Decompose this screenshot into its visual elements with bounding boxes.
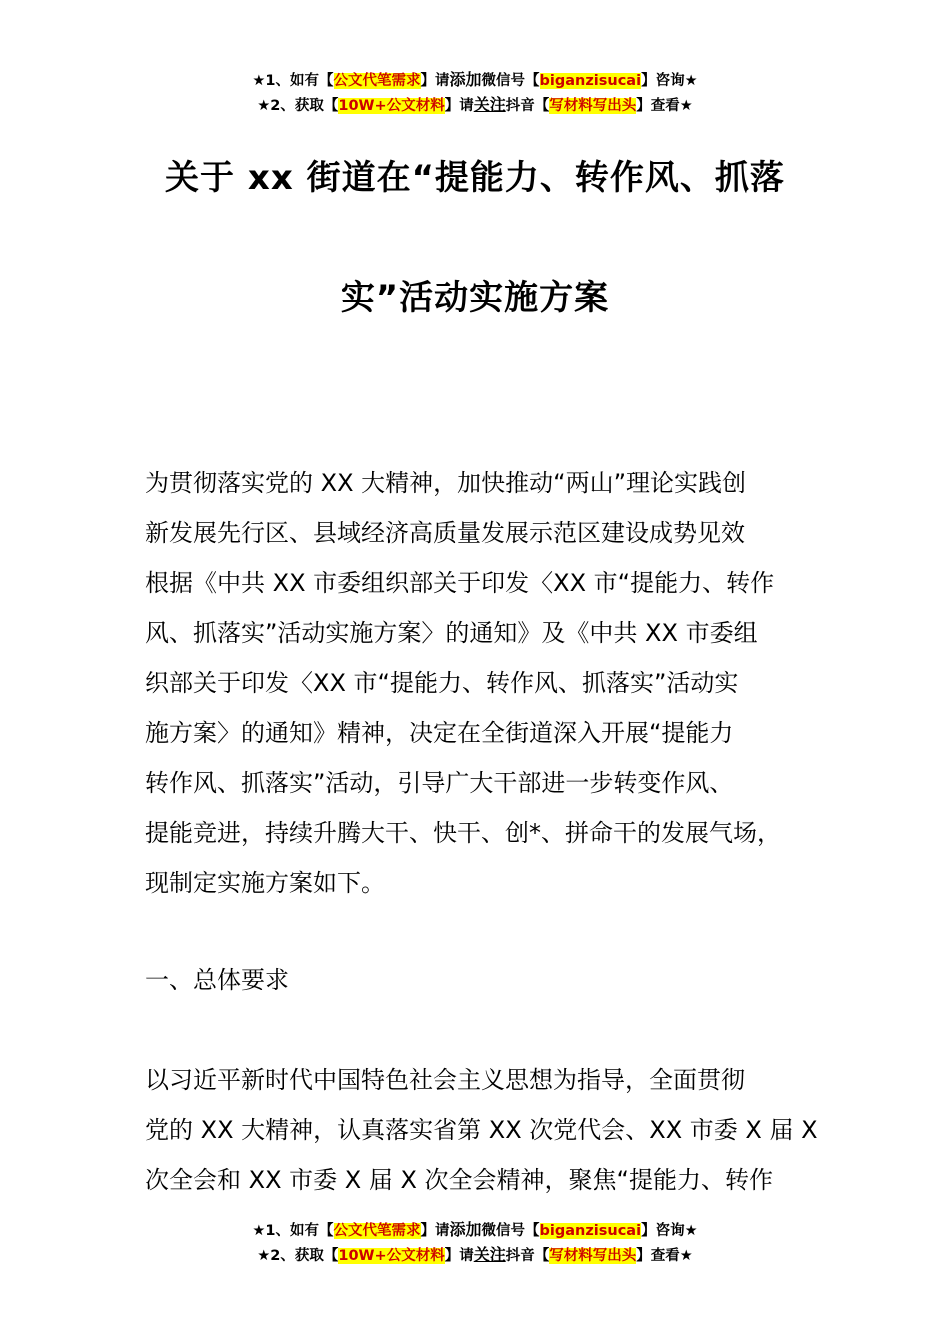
paragraph-line: 转作风、抓落实”活动，引导广大干部进一步转变作风、 [145,769,734,797]
paragraph-line: 为贯彻落实党的 XX 大精神，加快推动“两山”理论实践创 [145,469,747,497]
banner-highlight: 10W+公文材料 [338,98,445,114]
banner-text: 抖音【 [505,1248,550,1264]
banner-text: 】查看★ [636,98,693,114]
banner-line-1 [0,68,950,93]
banner-highlight: 公文代笔需求 [333,1223,421,1239]
section-heading-1: 一、总体要求 [145,966,289,994]
banner-highlight: biganzisucai [539,1223,642,1239]
banner-text: 】请 [444,98,474,114]
banner-text: 微信号【 [481,73,540,89]
banner-text: 抖音【 [505,98,550,114]
banner-text: ★1、如有【 [252,73,334,89]
paragraph-line: 新发展先行区、县域经济高质量发展示范区建设成势见效 [145,519,745,547]
paragraph-line: 提能竞进，持续升腾大干、快干、创*、拼命干的发展气场， [145,819,781,847]
document-title-line-2: 实”活动实施方案 [340,278,610,318]
banner-text: ★2、获取【 [257,1248,339,1264]
paragraph-line: 现制定实施方案如下。 [145,869,385,897]
banner-text: 】请 [444,1248,474,1264]
paragraph-line: 织部关于印发〈XX 市“提能力、转作风、抓落实”活动实 [145,669,739,697]
banner-line-2 [0,1243,950,1268]
banner-emphasis: 添加 [449,1220,482,1239]
banner-text: ★2、获取【 [257,98,339,114]
paragraph-general-requirements [145,1055,835,1205]
banner-highlight: biganzisucai [539,73,642,89]
paragraph-line: 以习近平新时代中国特色社会主义思想为指导，全面贯彻 [145,1066,745,1094]
banner-highlight: 写材料写出头 [549,1248,637,1264]
banner-text: 】咨询★ [641,73,698,89]
banner-highlight: 10W+公文材料 [338,1248,445,1264]
banner-emphasis: 关注 [473,95,506,114]
banner-text: 】查看★ [636,1248,693,1264]
banner-highlight: 公文代笔需求 [333,73,421,89]
paragraph-line: 次全会和 XX 市委 X 届 X 次全会精神，聚焦“提能力、转作 [145,1166,773,1194]
document-title-line-1: 关于 xx 街道在“提能力、转作风、抓落 [165,158,785,198]
banner-text: 】请 [420,73,450,89]
paragraph-line: 根据《中共 XX 市委组织部关于印发〈XX 市“提能力、转作 [145,569,775,597]
banner-highlight: 写材料写出头 [549,98,637,114]
paragraph-line: 施方案〉的通知》精神，决定在全街道深入开展“提能力 [145,719,734,747]
banner-text: ★1、如有【 [252,1223,334,1239]
banner-emphasis: 关注 [473,1245,506,1264]
bottom-banner [0,1218,950,1268]
banner-text: 】咨询★ [641,1223,698,1239]
banner-text: 微信号【 [481,1223,540,1239]
paragraph-intro [145,458,835,908]
top-banner [0,68,950,118]
paragraph-line: 风、抓落实”活动实施方案〉的通知》及《中共 XX 市委组 [145,619,758,647]
paragraph-line: 党的 XX 大精神，认真落实省第 XX 次党代会、XX 市委 X 届 X [145,1116,818,1144]
banner-line-2 [0,93,950,118]
banner-text: 】请 [420,1223,450,1239]
banner-emphasis: 添加 [449,70,482,89]
banner-line-1 [0,1218,950,1243]
